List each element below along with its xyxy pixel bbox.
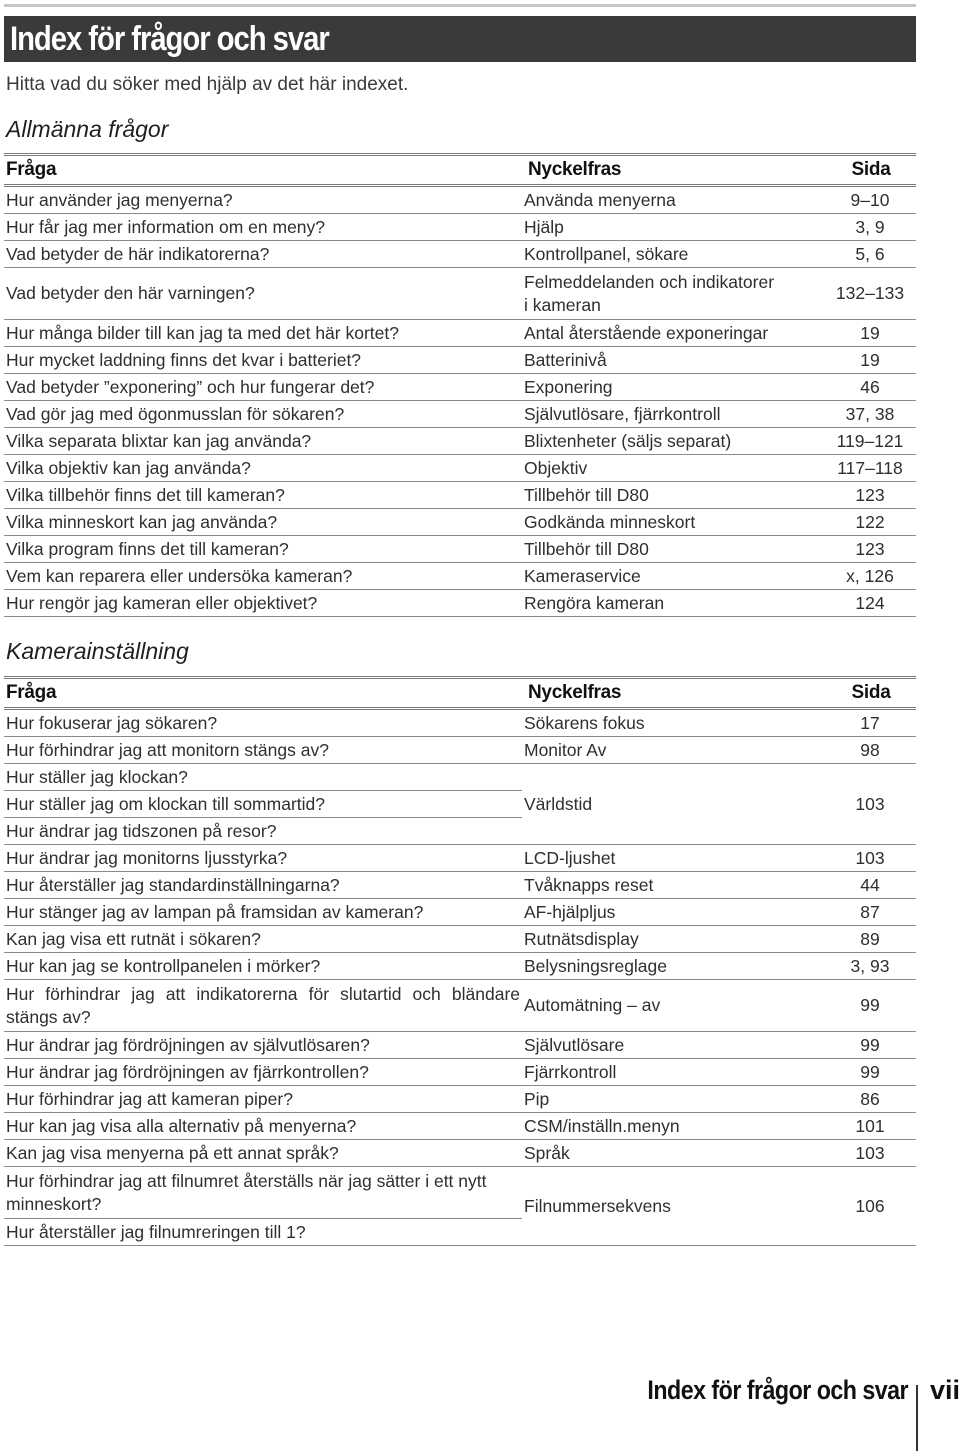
page-cell: 3, 93: [816, 953, 916, 980]
table-row: [4, 1059, 916, 1086]
table-row: [4, 709, 916, 737]
page-cell: 37, 38: [816, 401, 916, 428]
page-cell: 117–118: [816, 455, 916, 482]
phrase-cell: Rutnätsdisplay: [522, 926, 816, 953]
table-row: [4, 590, 916, 617]
header-phrase: Nyckelfras: [522, 678, 816, 709]
question-cell: Hur kan jag visa alla alternativ på menyerna?: [4, 1113, 522, 1140]
question-cell: Hur återställer jag standardinställningarna?: [4, 872, 522, 899]
question-cell: Vilka program finns det till kameran?: [4, 536, 522, 563]
question-cell: Vad betyder den här varningen?: [4, 268, 522, 320]
question-cell: Hur rengör jag kameran eller objektivet?: [4, 590, 522, 617]
qa-table-general: [4, 153, 916, 617]
table-row: [4, 536, 916, 563]
phrase-cell: Monitor Av: [522, 737, 816, 764]
phrase-cell: Fjärrkontroll: [522, 1059, 816, 1086]
table-row: [4, 980, 916, 1032]
page-cell: 19: [816, 320, 916, 347]
question-cell: Hur ändrar jag fördröjningen av självutlösaren?: [4, 1032, 522, 1059]
table-row: [4, 563, 916, 590]
table-row: [4, 347, 916, 374]
question-cell: Hur förhindrar jag att indikatorerna för slutartid och bländare stängs av?: [4, 980, 522, 1032]
page-cell: 119–121: [816, 428, 916, 455]
phrase-cell: Kameraservice: [522, 563, 816, 590]
phrase-cell: Sökarens fokus: [522, 709, 816, 737]
phrase-cell: Godkända minneskort: [522, 509, 816, 536]
question-cell: Hur fokuserar jag sökaren?: [4, 709, 522, 737]
table-row: [4, 241, 916, 268]
page-cell: 46: [816, 374, 916, 401]
table-header-row: [4, 155, 916, 186]
page-cell: 9–10: [816, 186, 916, 214]
page-title-bar: [4, 16, 916, 62]
footer-title: Index för frågor och svar: [647, 1375, 908, 1405]
top-rule: [4, 4, 916, 7]
table-row: [4, 455, 916, 482]
table-row: [4, 899, 916, 926]
phrase-cell: Antal återstående exponeringar: [522, 320, 816, 347]
table-row: [4, 1032, 916, 1059]
question-cell: Hur ställer jag klockan?: [4, 764, 522, 791]
phrase-cell: Exponering: [522, 374, 816, 401]
page-cell: 3, 9: [816, 214, 916, 241]
question-cell: Kan jag visa ett rutnät i sökaren?: [4, 926, 522, 953]
question-cell: Vad betyder de här indikatorerna?: [4, 241, 522, 268]
section-heading-general: Allmänna frågor: [6, 116, 169, 142]
table-row: [4, 1167, 916, 1219]
table-row: [4, 320, 916, 347]
question-cell: Hur ställer jag om klockan till sommartid?: [4, 791, 522, 818]
phrase-cell: Pip: [522, 1086, 816, 1113]
question-cell: Hur förhindrar jag att kameran piper?: [4, 1086, 522, 1113]
phrase-cell: Felmeddelanden och indikatorer i kameran: [522, 268, 816, 320]
question-cell: Hur kan jag se kontrollpanelen i mörker?: [4, 953, 522, 980]
page-cell: 89: [816, 926, 916, 953]
question-cell: Hur ändrar jag monitorns ljusstyrka?: [4, 845, 522, 872]
table-row: [4, 872, 916, 899]
section-heading-camera-setup: Kamerainställning: [6, 638, 189, 664]
table-row: [4, 268, 916, 320]
question-cell: Hur återställer jag filnumreringen till 1?: [4, 1219, 522, 1246]
page-cell: 87: [816, 899, 916, 926]
table-row: [4, 401, 916, 428]
phrase-cell: Objektiv: [522, 455, 816, 482]
phrase-cell: LCD-ljushet: [522, 845, 816, 872]
phrase-cell: Självutlösare, fjärrkontroll: [522, 401, 816, 428]
question-cell: Hur mycket laddning finns det kvar i batteriet?: [4, 347, 522, 374]
footer-divider: [916, 1385, 918, 1451]
question-cell: Vem kan reparera eller undersöka kameran?: [4, 563, 522, 590]
page-cell: 103: [816, 845, 916, 872]
page-cell: 103: [816, 1140, 916, 1167]
header-question: Fråga: [4, 155, 522, 186]
intro-text: Hitta vad du söker med hjälp av det här indexet.: [6, 74, 409, 95]
qa-table-camera-setup: [4, 676, 916, 1246]
page-cell: 5, 6: [816, 241, 916, 268]
page-cell: 101: [816, 1113, 916, 1140]
phrase-cell: Kontrollpanel, sökare: [522, 241, 816, 268]
phrase-cell: AF-hjälpljus: [522, 899, 816, 926]
page-cell: 86: [816, 1086, 916, 1113]
question-cell: Vilka minneskort kan jag använda?: [4, 509, 522, 536]
phrase-cell: Självutlösare: [522, 1032, 816, 1059]
table-header-row: [4, 678, 916, 709]
question-cell: Vilka separata blixtar kan jag använda?: [4, 428, 522, 455]
page-cell: 103: [816, 764, 916, 845]
question-cell: Hur många bilder till kan jag ta med det här kortet?: [4, 320, 522, 347]
question-cell: Hur använder jag menyerna?: [4, 186, 522, 214]
question-cell: Vilka tillbehör finns det till kameran?: [4, 482, 522, 509]
phrase-cell: Språk: [522, 1140, 816, 1167]
footer-page-number: vii: [930, 1375, 960, 1405]
table-row: [4, 214, 916, 241]
table-row: [4, 509, 916, 536]
question-cell: Hur stänger jag av lampan på framsidan av kameran?: [4, 899, 522, 926]
phrase-cell: Belysningsreglage: [522, 953, 816, 980]
page-title: Index för frågor och svar: [10, 20, 329, 58]
page-cell: 99: [816, 980, 916, 1032]
question-cell: Vilka objektiv kan jag använda?: [4, 455, 522, 482]
question-cell: Kan jag visa menyerna på ett annat språk?: [4, 1140, 522, 1167]
table-row: [4, 845, 916, 872]
question-cell: Vad gör jag med ögonmusslan för sökaren?: [4, 401, 522, 428]
header-page: Sida: [816, 155, 916, 186]
page-cell: 98: [816, 737, 916, 764]
page-cell: 17: [816, 709, 916, 737]
page-cell: 99: [816, 1032, 916, 1059]
table-row: [4, 1140, 916, 1167]
page-cell: 132–133: [816, 268, 916, 320]
table-row: [4, 482, 916, 509]
header-question: Fråga: [4, 678, 522, 709]
page-cell: 19: [816, 347, 916, 374]
page-cell: 99: [816, 1059, 916, 1086]
header-phrase: Nyckelfras: [522, 155, 816, 186]
table-row: [4, 737, 916, 764]
table-row: [4, 186, 916, 214]
phrase-cell: Automätning – av: [522, 980, 816, 1032]
table-row: [4, 764, 916, 791]
phrase-cell: Tillbehör till D80: [522, 536, 816, 563]
page-cell: 123: [816, 482, 916, 509]
table-row: [4, 374, 916, 401]
phrase-cell: Hjälp: [522, 214, 816, 241]
table-row: [4, 926, 916, 953]
question-cell: Hur förhindrar jag att monitorn stängs av?: [4, 737, 522, 764]
page-cell: x, 126: [816, 563, 916, 590]
table-row: [4, 1113, 916, 1140]
phrase-cell: Använda menyerna: [522, 186, 816, 214]
phrase-cell: CSM/inställn.menyn: [522, 1113, 816, 1140]
page-cell: 44: [816, 872, 916, 899]
question-cell: Hur förhindrar jag att filnumret återställs när jag sätter i ett nytt minneskort?: [4, 1167, 522, 1219]
page-cell: 122: [816, 509, 916, 536]
question-cell: Hur ändrar jag tidszonen på resor?: [4, 818, 522, 845]
header-page: Sida: [816, 678, 916, 709]
table-row: [4, 428, 916, 455]
table-row: [4, 1086, 916, 1113]
phrase-cell: Batterinivå: [522, 347, 816, 374]
phrase-cell: Filnummersekvens: [522, 1167, 816, 1246]
question-cell: Hur ändrar jag fördröjningen av fjärrkontrollen?: [4, 1059, 522, 1086]
phrase-cell: Tillbehör till D80: [522, 482, 816, 509]
phrase-cell: Blixtenheter (säljs separat): [522, 428, 816, 455]
page-cell: 106: [816, 1167, 916, 1246]
phrase-cell: Rengöra kameran: [522, 590, 816, 617]
page-cell: 124: [816, 590, 916, 617]
page-cell: 123: [816, 536, 916, 563]
phrase-cell: Världstid: [522, 764, 816, 845]
phrase-cell: Tvåknapps reset: [522, 872, 816, 899]
table-row: [4, 953, 916, 980]
question-cell: Hur får jag mer information om en meny?: [4, 214, 522, 241]
question-cell: Vad betyder ”exponering” och hur fungerar det?: [4, 374, 522, 401]
